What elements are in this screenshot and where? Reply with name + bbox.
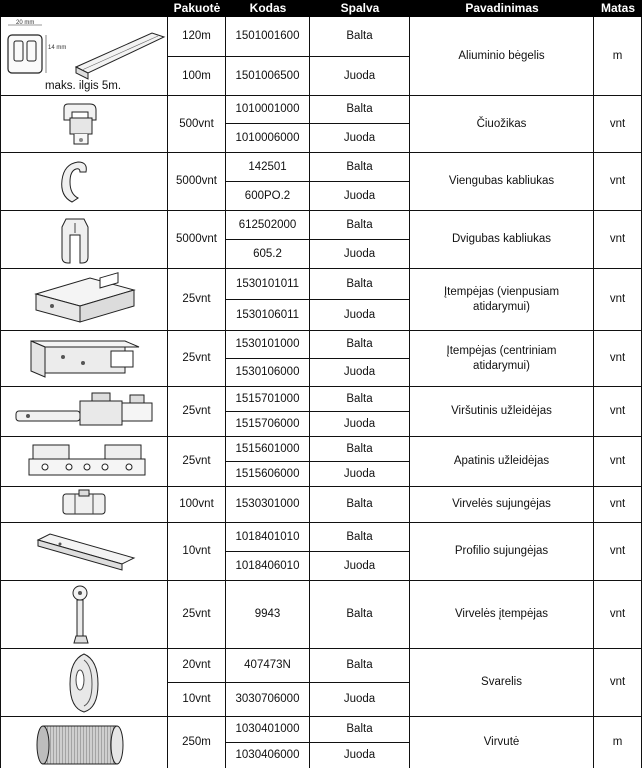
name-line-1: Įtempėjas (vienpusiam xyxy=(443,286,560,299)
pack-cell: 250m xyxy=(182,736,211,749)
code-cell: 600PO.2 xyxy=(244,189,291,202)
rail-dim-height: 14 mm xyxy=(48,45,67,51)
header-matas: Matas xyxy=(600,1,635,15)
color-cell: Balta xyxy=(346,659,373,672)
color-cell: Juoda xyxy=(343,69,376,82)
code-cell: 1530301000 xyxy=(235,498,300,511)
color-cell: Juoda xyxy=(343,467,376,480)
color-cell: Juoda xyxy=(343,308,376,321)
color-cell: Juoda xyxy=(343,417,376,430)
name-cell xyxy=(410,331,593,386)
unit-cell: vnt xyxy=(609,545,626,558)
color-cell: Balta xyxy=(346,160,373,173)
code-cell: 1530106000 xyxy=(235,366,300,379)
pack-cell: 10vnt xyxy=(182,545,211,558)
unit-cell: vnt xyxy=(609,608,626,621)
pack-cell: 20vnt xyxy=(182,659,211,672)
pack-cell: 25vnt xyxy=(182,293,211,306)
name-line-1: Įtempėjas (centriniam xyxy=(446,345,557,358)
pack-cell: 5000vnt xyxy=(176,175,217,188)
code-cell: 1010006000 xyxy=(235,131,300,144)
unit-cell: vnt xyxy=(609,498,626,511)
pack-cell: 5000vnt xyxy=(176,233,217,246)
name-cell: Virvelės įtempėjas xyxy=(454,608,549,621)
rail-max-length-note: maks. ilgis 5m. xyxy=(44,79,122,92)
code-cell: 9943 xyxy=(254,608,281,621)
unit-cell: m xyxy=(612,736,623,749)
code-cell: 1515606000 xyxy=(235,467,300,480)
cord-spool-image xyxy=(35,718,125,768)
unit-cell: vnt xyxy=(609,352,626,365)
color-cell: Balta xyxy=(346,723,373,736)
pack-cell: 25vnt xyxy=(182,405,211,418)
lower-overlap-image xyxy=(25,439,150,484)
color-cell: Balta xyxy=(346,338,373,351)
code-cell: 1515706000 xyxy=(235,417,300,430)
name-cell: Dvigubas kabliukas xyxy=(451,233,552,246)
header-kodas: Kodas xyxy=(249,1,287,15)
color-cell: Balta xyxy=(346,498,373,511)
color-cell: Balta xyxy=(346,277,373,290)
code-cell: 407473N xyxy=(244,659,291,672)
unit-cell: vnt xyxy=(609,405,626,418)
unit-cell: vnt xyxy=(609,455,626,468)
pack-cell: 500vnt xyxy=(179,117,214,130)
upper-overlap-image xyxy=(12,389,162,434)
tensioner-center-image xyxy=(25,333,145,385)
color-cell: Balta xyxy=(346,442,373,455)
double-hook-image xyxy=(50,213,100,267)
code-cell: 1501006500 xyxy=(235,69,300,82)
rail-profile-image xyxy=(2,19,166,81)
pack-cell: 100vnt xyxy=(179,498,214,511)
color-cell: Juoda xyxy=(343,366,376,379)
code-cell: 1018401010 xyxy=(235,530,300,543)
code-cell: 3030706000 xyxy=(235,693,300,706)
unit-cell: vnt xyxy=(609,676,626,689)
code-cell: 1530106011 xyxy=(235,308,300,321)
name-cell: Viengubas kabliukas xyxy=(448,175,555,188)
header-spalva: Spalva xyxy=(340,1,380,15)
color-cell: Juoda xyxy=(343,247,376,260)
name-line-2: atidarymui) xyxy=(473,300,530,313)
unit-cell: vnt xyxy=(609,293,626,306)
name-cell: Viršutinis užleidėjas xyxy=(451,405,552,418)
pack-cell: 25vnt xyxy=(182,608,211,621)
pack-cell: 100m xyxy=(182,69,211,82)
name-cell: Aliuminio bėgelis xyxy=(458,49,545,62)
cord-tensioner-image xyxy=(62,583,102,647)
glider-image xyxy=(50,98,110,150)
rail-dim-width: 20 mm xyxy=(16,20,35,26)
code-cell: 1530101011 xyxy=(235,277,300,290)
color-cell: Balta xyxy=(346,218,373,231)
code-cell: 1018406010 xyxy=(235,559,300,572)
code-cell: 1515601000 xyxy=(235,442,300,455)
name-cell: Virvutė xyxy=(483,736,520,749)
cord-connector-image xyxy=(55,488,115,521)
unit-cell: m xyxy=(612,49,623,62)
unit-cell: vnt xyxy=(609,117,626,130)
name-cell xyxy=(410,269,593,330)
code-cell: 1515701000 xyxy=(235,392,300,405)
name-cell: Čiuožikas xyxy=(476,117,527,130)
color-cell: Juoda xyxy=(343,559,376,572)
code-cell: 142501 xyxy=(248,160,287,173)
weight-image xyxy=(62,650,106,715)
code-cell: 605.2 xyxy=(253,247,282,260)
code-cell: 1010001000 xyxy=(235,103,300,116)
color-cell: Juoda xyxy=(343,693,376,706)
name-cell: Apatinis užleidėjas xyxy=(453,455,550,468)
color-cell: Balta xyxy=(346,530,373,543)
pack-cell: 25vnt xyxy=(182,352,211,365)
color-cell: Juoda xyxy=(343,189,376,202)
code-cell: 1530101000 xyxy=(235,338,300,351)
code-cell: 1501001600 xyxy=(235,30,300,43)
code-cell: 1030401000 xyxy=(235,723,300,736)
header-pakuote: Pakuotė xyxy=(173,1,221,15)
header-pavadinimas: Pavadinimas xyxy=(465,1,539,15)
color-cell: Balta xyxy=(346,392,373,405)
profile-connector-image xyxy=(30,526,140,578)
color-cell: Juoda xyxy=(343,131,376,144)
unit-cell: vnt xyxy=(609,175,626,188)
pack-cell: 25vnt xyxy=(182,455,211,468)
color-cell: Balta xyxy=(346,103,373,116)
color-cell: Balta xyxy=(346,30,373,43)
color-cell: Juoda xyxy=(343,749,376,762)
name-cell: Svarelis xyxy=(481,676,522,689)
code-cell: 1030406000 xyxy=(235,749,300,762)
single-hook-image xyxy=(50,156,100,208)
pack-cell: 120m xyxy=(182,30,211,43)
tensioner-single-image xyxy=(30,272,140,328)
name-line-2: atidarymui) xyxy=(473,359,530,372)
code-cell: 612502000 xyxy=(238,218,297,231)
pack-cell: 10vnt xyxy=(182,693,211,706)
color-cell: Balta xyxy=(346,608,373,621)
name-cell: Profilio sujungėjas xyxy=(454,545,549,558)
name-cell: Virvelės sujungėjas xyxy=(452,498,551,511)
unit-cell: vnt xyxy=(609,233,626,246)
